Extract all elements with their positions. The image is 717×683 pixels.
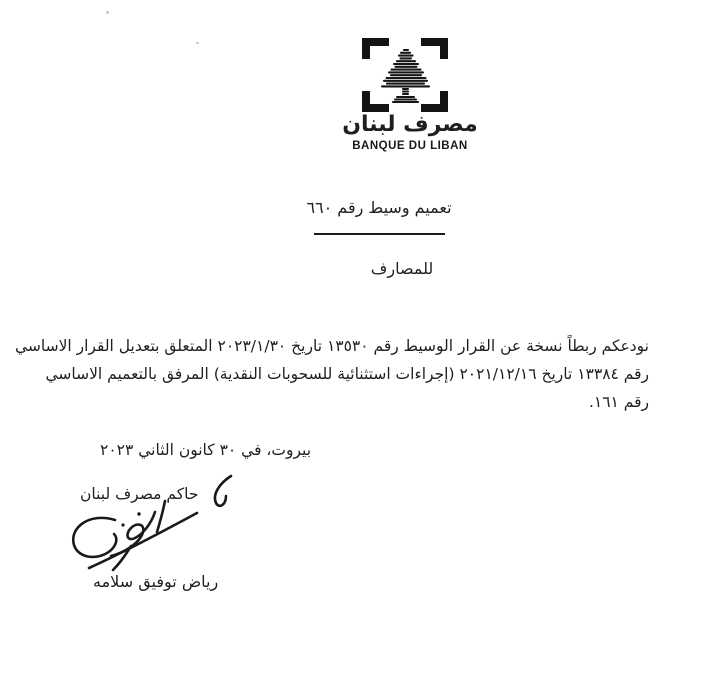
- circular-title: تعميم وسيط رقم ٦٦٠: [306, 198, 452, 217]
- scan-speck: [106, 11, 109, 14]
- scan-speck: [196, 42, 199, 44]
- governor-signature: [55, 468, 250, 580]
- date-line: بيروت، في ٣٠ كانون الثاني ٢٠٢٣: [100, 441, 312, 459]
- body-paragraph: [14, 332, 649, 416]
- addressee-line: للمصارف: [370, 259, 434, 278]
- body-line-3: رقم ١٦١.: [588, 393, 649, 411]
- bank-name-latin: BANQUE DU LIBAN: [352, 140, 468, 152]
- body-line-2: رقم ١٣٣٨٤ تاريخ ٢٠٢١/١٢/١٦ (إجراءات استثنائية للسحوبات النقدية) المرفق بالتعميم الاساسي: [45, 365, 649, 383]
- signer-name: رياض توفيق سلامه: [93, 572, 219, 591]
- body-line-1: نودعكم ربطاً نسخة عن القرار الوسيط رقم ١٣٥٣٠ تاريخ ٢٠٢٣/١/٣٠ المتعلق بتعديل القرار الاساسي: [14, 337, 649, 355]
- cedar-tree-icon: [376, 47, 434, 105]
- governor-title: حاكم مصرف لبنان: [80, 485, 199, 503]
- bank-name-arabic: مصرف لبنان: [342, 112, 478, 137]
- title-underline: [314, 233, 445, 235]
